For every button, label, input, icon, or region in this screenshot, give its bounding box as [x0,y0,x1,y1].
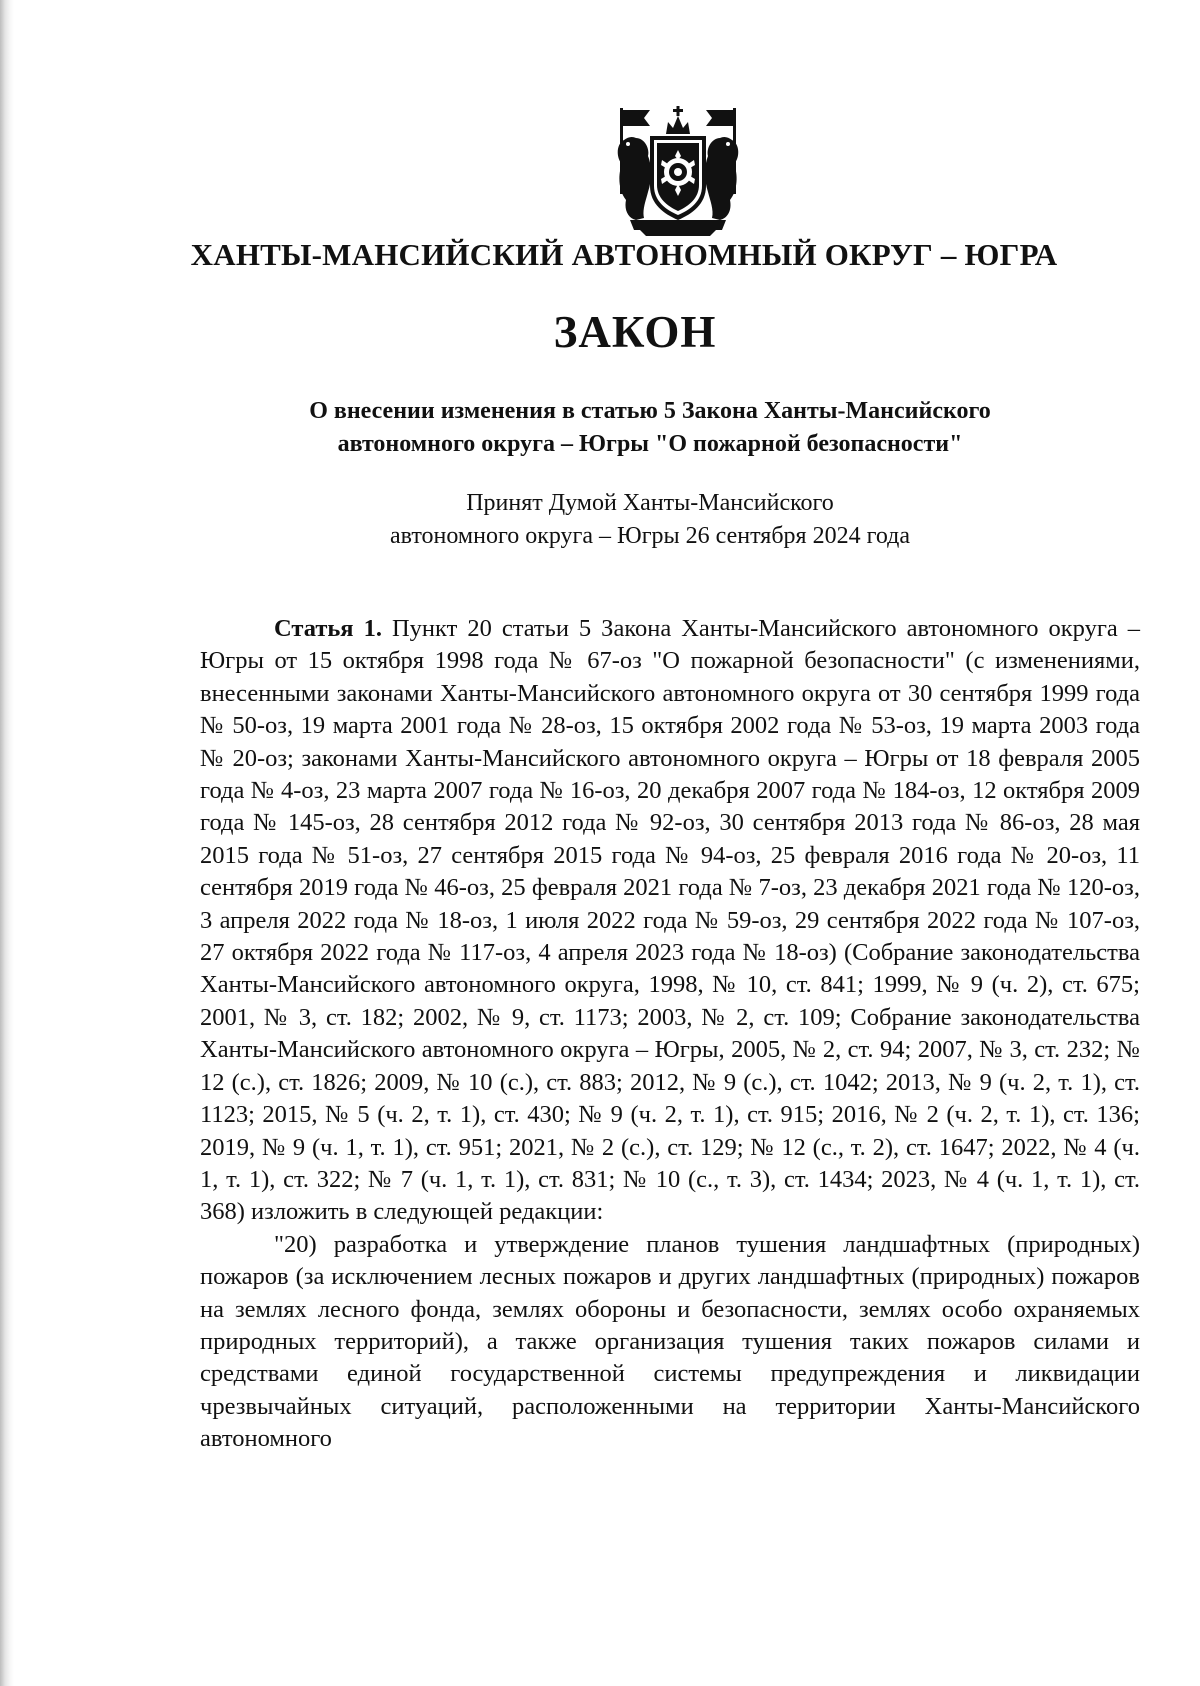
adoption-note-line: Принят Думой Ханты-Мансийского [466,490,834,516]
law-body [200,613,1140,1456]
article-label: Статья 1. [274,615,382,642]
article-1-paragraph [200,613,1140,1229]
region-heading: ХАНТЫ-МАНСИЙСКИЙ АВТОНОМНЫЙ ОКРУГ – ЮГРА [190,237,1058,272]
adoption-note-line: автономного округа – Югры 26 сентября 2024 года [389,523,911,549]
law-title-line: О внесении изменения в статью 5 Закона Ханты-Мансийского [309,398,991,424]
quoted-amendment-paragraph: "20) разработка и утверждение планов тушения ландшафтных (природных) пожаров (за исключением лесных пожаров и других ландшафтных (природных) пожаров на землях лесного фонда, землях обороны и безопасности, землях особо охраняемых природных территорий), а также организация тушения таких пожаров силами и средствами единой государственной системы предупреждения и ликвидации чрезвычайных ситуаций, расположенными на территории Ханты-Мансийского автономного [200,1230,1140,1453]
law-title [200,395,1100,461]
law-title-line: автономного округа – Югры "О пожарной безопасности" [337,431,963,457]
document-type-heading: ЗАКОН [553,307,717,357]
adoption-note [200,487,1100,553]
coat-of-arms-icon [610,100,746,238]
article-text: Пункт 20 статьи 5 Закона Ханты-Мансийского автономного округа – Югры от 15 октября 1998 года № 67-оз "О пожарной безопасности" (с изменениями, внесенными законами Ханты-Мансийского автономного округа от 30 сентября 1999 года № 50-оз, 19 марта 2001 года № 28-оз, 15 октября 2002 года № 53-оз, 19 марта 2003 года № 20-оз; законами Ханты-Мансийского автономного округа – Югры от 18 февраля 2005 года № 4-оз, 23 марта 2007 года № 16-оз, 20 декабря 2007 года № 184-оз, 12 октября 2009 года № 145-оз, 28 сентября 2012 года № 92-оз, 30 сентября 2013 года № 86-оз, 28 мая 2015 года № 51-оз, 27 сентября 2015 года № 94-оз, 25 февраля 2016 года № 20-оз, 11 сентября 2019 года № 46-оз, 25 февраля 2021 года № 7-оз, 23 декабря 2021 года № 120-оз, 3 апреля 2022 года № 18-оз, 1 июля 2022 года № 59-оз, 29 сентября 2022 года № 107-оз, 27 октября 2022 года № 117-оз, 4 апреля 2023 года № 18-оз) (Собрание законодательства Ханты-Мансийского автономного округа, 1998, № 10, ст. 841; 1999, № 9 (ч. 2), ст. 675; 2001, № 3, ст. 182; 2002, № 9, ст. 1173; 2003, № 2, ст. 109; Собрание законодательства Ханты-Мансийского автономного округа – Югры, 2005, № 2, ст. 94; 2007, № 3, ст. 232; № 12 (с.), ст. 1826; 2009, № 10 (с.), ст. 883; 2012, № 9 (с.), ст. 1042; 2013, № 9 (ч. 2, т. 1), ст. 1123; 2015, № 5 (ч. 2, т. 1), ст. 430; № 9 (ч. 2, т. 1), ст. 915; 2016, № 2 (ч. 2, т. 1), ст. 136; 2019, № 9 (ч. 1, т. 1), ст. 951; 2021, № 2 (с.), ст. 129; № 12 (с., т. 2), ст. 1647; 2022, № 4 (ч. 1, т. 1), ст. 322; № 7 (ч. 1, т. 1), ст. 831; № 10 (с., т. 3), ст. 1434; 2023, № 4 (ч. 1, т. 1), ст. 368) изложить в следующей редакции: [200,615,1141,1226]
